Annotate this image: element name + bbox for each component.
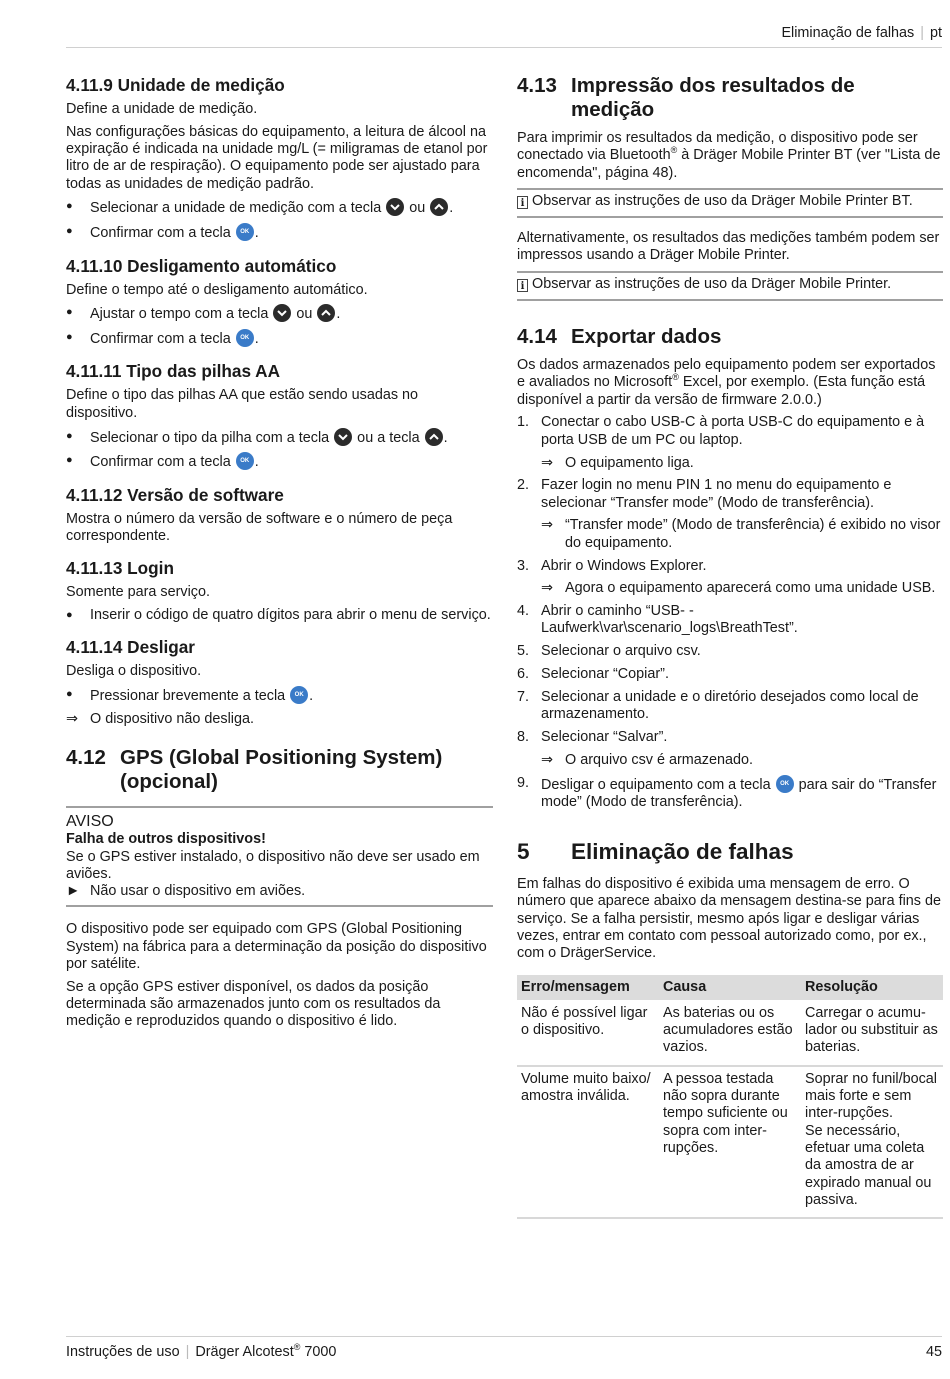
section-4-14-title: 4.14 Exportar dados	[517, 325, 722, 349]
paragraph: O dispositivo pode ser equipado com GPS (Global Positioning System) na fábrica para a determinação da posição do dispositivo por satélite.	[66, 921, 487, 973]
paragraph: Os dados armazenados pelo equipamento podem ser exportados e avaliados no Microsoft® Excel, por exemplo. (Esta função está disponível a partir da versão de firmware 2.0.0.)	[517, 357, 936, 408]
bullet-item	[66, 304, 493, 323]
table-cell: Carregar o acumu-lador ou substituir as baterias.	[801, 1000, 943, 1065]
step-item: 2. Fazer login no menu PIN 1 no menu do equipamento e selecionar “Transfer mode” (Modo de transferência).	[517, 477, 943, 512]
table-cell: A pessoa testada não sopra durante tempo suficiente ou sopra com inter-rupções.	[659, 1066, 801, 1218]
paragraph: Desliga o dispositivo.	[66, 663, 202, 680]
section-4-11-12-title: 4.11.12 Versão de software	[66, 484, 284, 505]
info-note: i Observar as instruções de uso da Dräger Mobile Printer BT.	[517, 188, 943, 218]
section-4-11-9-title: 4.11.9 Unidade de medição	[66, 75, 285, 95]
paragraph: Se a opção GPS estiver disponível, os dados da posição determinada são armazenados junto com os resultados da medição e reproduzidos quando o dispositivo é lido.	[66, 978, 441, 1030]
result-text: O equipamento liga.	[565, 454, 694, 471]
header-separator: |	[920, 25, 924, 41]
table-row	[517, 1000, 943, 1065]
section-4-12-title: 4.12 GPS (Global Positioning System) (opcional)	[66, 746, 443, 794]
step-item: 3. Abrir o Windows Explorer.	[517, 557, 707, 574]
bullet-dot-icon: ●	[66, 225, 73, 238]
section-4-11-13-title: 4.11.13 Login	[66, 558, 174, 579]
header-section-title: Eliminação de falhas	[781, 25, 915, 41]
bullet-text: Confirmar com a tecla OK .	[90, 331, 259, 348]
result-arrow-icon: ⇒	[541, 580, 554, 597]
up-key-icon	[430, 198, 448, 216]
info-icon: i	[517, 279, 528, 292]
bullet-dot-icon: ●	[66, 306, 73, 319]
bullet-dot-icon: ●	[66, 429, 73, 442]
right-column	[517, 74, 943, 1219]
warning-text: Se o GPS estiver instalado, o dispositivo não deve ser usado em aviões.	[66, 848, 480, 882]
bullet-text: Confirmar com a tecla OK .	[90, 225, 259, 242]
section-4-11-11-title: 4.11.11 Tipo das pilhas AA	[66, 361, 280, 382]
page-number: 45	[925, 1344, 942, 1360]
table-cell: As baterias ou os acumuladores estão vazios.	[659, 1000, 801, 1065]
bullet-text: Pressionar brevemente a tecla OK .	[90, 688, 314, 705]
step-text: Fazer login no menu PIN 1 no menu do equipamento e selecionar “Transfer mode” (Modo de transferência).	[541, 477, 892, 511]
section-4-11-10-title: 4.11.10 Desligamento automático	[66, 255, 337, 276]
table-row	[517, 1066, 943, 1218]
bullet-dot-icon: ●	[66, 454, 73, 467]
result-arrow-icon: ⇒	[541, 751, 554, 768]
step-item: 6. Selecionar “Copiar”.	[517, 666, 669, 683]
down-key-icon	[273, 304, 291, 322]
bullet-text: Ajustar o tempo com a tecla ou .	[90, 306, 341, 323]
step-item: 8. Selecionar “Salvar”.	[517, 728, 668, 745]
paragraph: Em falhas do dispositivo é exibida uma mensagem de erro. O número que aparece abaixo da mensagem destina-se para fins de serviço. Se a falha persistir, mesmo após ligar e desligar várias vezes, entrar em contato com pessoal autorizado como, por ex., com o DrägerService.	[517, 876, 941, 962]
bullet-item	[66, 329, 493, 348]
result-text: O dispositivo não desliga.	[90, 710, 254, 727]
info-note: i Observar as instruções de uso da Dräger Mobile Printer.	[517, 271, 943, 301]
warning-box	[66, 806, 493, 907]
table-header-cell: Erro/mensagem	[517, 975, 659, 1001]
paragraph: Define o tempo até o desligamento automático.	[66, 281, 368, 298]
step-text: Abrir o Windows Explorer.	[541, 557, 707, 574]
bullet-item	[66, 686, 493, 705]
step-item: 5. Selecionar o arquivo csv.	[517, 643, 701, 660]
bullet-dot-icon: ●	[66, 331, 73, 344]
result-item	[541, 752, 943, 769]
bullet-item	[66, 607, 493, 624]
section-4-11-14-title: 4.11.14 Desligar	[66, 637, 195, 658]
result-arrow-icon: ⇒	[541, 517, 554, 534]
step-item: 4. Abrir o caminho “USB- -Laufwerk\var\scenario_logs\BreathTest”.	[517, 603, 943, 638]
section-4-13-title: 4.13 Impressão dos resultados de medição	[517, 74, 855, 121]
down-key-icon	[334, 428, 352, 446]
bullet-dot-icon: ●	[66, 200, 73, 213]
page-footer	[66, 1336, 942, 1361]
info-icon: i	[517, 196, 528, 209]
bullet-dot-icon: ●	[66, 609, 73, 622]
bullet-item	[66, 198, 493, 217]
result-item	[541, 580, 943, 597]
bullet-text: Inserir o código de quatro dígitos para abrir o menu de serviço.	[90, 607, 491, 624]
result-arrow-icon: ⇒	[541, 454, 554, 471]
warning-title: AVISO	[66, 813, 114, 831]
ok-key-icon: OK	[236, 452, 254, 470]
step-item: 1. Conectar o cabo USB-C à porta USB-C do equipamento e à porta USB de um PC ou laptop.	[517, 414, 943, 449]
paragraph: Define o tipo das pilhas AA que estão sendo usadas no dispositivo.	[66, 387, 419, 421]
bullet-text: Selecionar a unidade de medição com a tecla ou .	[90, 200, 454, 217]
bullet-dot-icon: ●	[66, 688, 73, 701]
result-arrow-icon: ⇒	[66, 710, 79, 727]
paragraph: Mostra o número da versão de software e o número de peça correspondente.	[66, 510, 453, 544]
action-triangle-icon: ►	[66, 883, 81, 900]
bullet-item	[66, 428, 493, 447]
table-cell: Soprar no funil/bocal mais forte e sem inter-rupções. Se necessário, efetuar uma coleta da amostra de ar expirado manual ou passiva.	[801, 1066, 943, 1218]
warning-action: ► Não usar o dispositivo em aviões.	[66, 883, 306, 900]
result-item	[541, 517, 943, 552]
paragraph: Define a unidade de medição.	[66, 101, 258, 117]
step-item: 9. Desligar o equipamento com a tecla OK para sair do “Transfer mode” (Modo de transferência).	[517, 775, 943, 812]
ok-key-icon: OK	[236, 223, 254, 241]
table-header-cell: Causa	[659, 975, 801, 1001]
bullet-item	[66, 223, 493, 242]
step-text: Selecionar a unidade e o diretório desejados como local de armazenamento.	[541, 688, 919, 723]
up-key-icon	[425, 428, 443, 446]
table-header-cell: Resolução	[801, 975, 943, 1001]
result-text: “Transfer mode” (Modo de transferência) é exibido no visor do equipamento.	[565, 517, 941, 551]
page-header	[66, 25, 942, 48]
ok-key-icon: OK	[290, 686, 308, 704]
up-key-icon	[317, 304, 335, 322]
bullet-text: Selecionar o tipo da pilha com a tecla ou a tecla .	[90, 429, 448, 446]
warning-subtitle: Falha de outros dispositivos!	[66, 831, 266, 848]
paragraph: Para imprimir os resultados da medição, o dispositivo pode ser conectado via Bluetooth® à Dräger Mobile Printer BT (ver "Lista de encomenda", página 48).	[517, 130, 941, 181]
result-text: Agora o equipamento aparecerá como uma unidade USB.	[565, 580, 936, 597]
step-item: 7. Selecionar a unidade e o diretório desejados como local de armazenamento.	[517, 689, 943, 724]
step-text: Selecionar “Salvar”.	[541, 728, 668, 745]
result-item	[541, 455, 943, 472]
table-cell: Volume muito baixo/ amostra inválida.	[517, 1066, 659, 1218]
steps-list	[517, 414, 943, 769]
step-text: Selecionar o arquivo csv.	[541, 643, 701, 660]
paragraph: Alternativamente, os resultados das medições também podem ser impressos usando a Dräger Mobile Printer.	[517, 230, 940, 264]
ok-key-icon: OK	[776, 775, 794, 793]
chapter-5-title: 5 Eliminação de falhas	[517, 839, 794, 865]
bullet-item	[66, 452, 493, 471]
step-text: Selecionar “Copiar”.	[541, 666, 669, 683]
header-language: pt	[929, 25, 942, 41]
footer-product: Dräger Alcotest® 7000	[195, 1342, 337, 1360]
left-column	[66, 74, 493, 1036]
troubleshooting-table	[517, 975, 943, 1220]
result-text: O arquivo csv é armazenado.	[565, 751, 753, 768]
step-text: Abrir o caminho “USB- -Laufwerk\var\scenario_logs\BreathTest”.	[541, 603, 798, 637]
step-text: Desligar o equipamento com a tecla OK para sair do “Transfer mode” (Modo de transferência).	[541, 776, 937, 810]
ok-key-icon: OK	[236, 329, 254, 347]
footer-separator: |	[185, 1344, 190, 1360]
table-cell: Não é possível ligar o dispositivo.	[517, 1000, 659, 1065]
down-key-icon	[386, 198, 404, 216]
result-item	[66, 711, 493, 728]
footer-doc-type: Instruções de uso	[66, 1344, 180, 1360]
bullet-text: Confirmar com a tecla OK .	[90, 454, 259, 471]
paragraph: Nas configurações básicas do equipamento, a leitura de álcool na expiração é indicada na unidade mg/L (= miligramas de etanol por litro de ar de respiração). O equipamento pode ser ajustado para todas as unidades de medição padrão.	[66, 123, 488, 192]
step-text: Conectar o cabo USB-C à porta USB-C do equipamento e à porta USB de um PC ou laptop.	[541, 414, 925, 448]
paragraph: Somente para serviço.	[66, 584, 210, 601]
